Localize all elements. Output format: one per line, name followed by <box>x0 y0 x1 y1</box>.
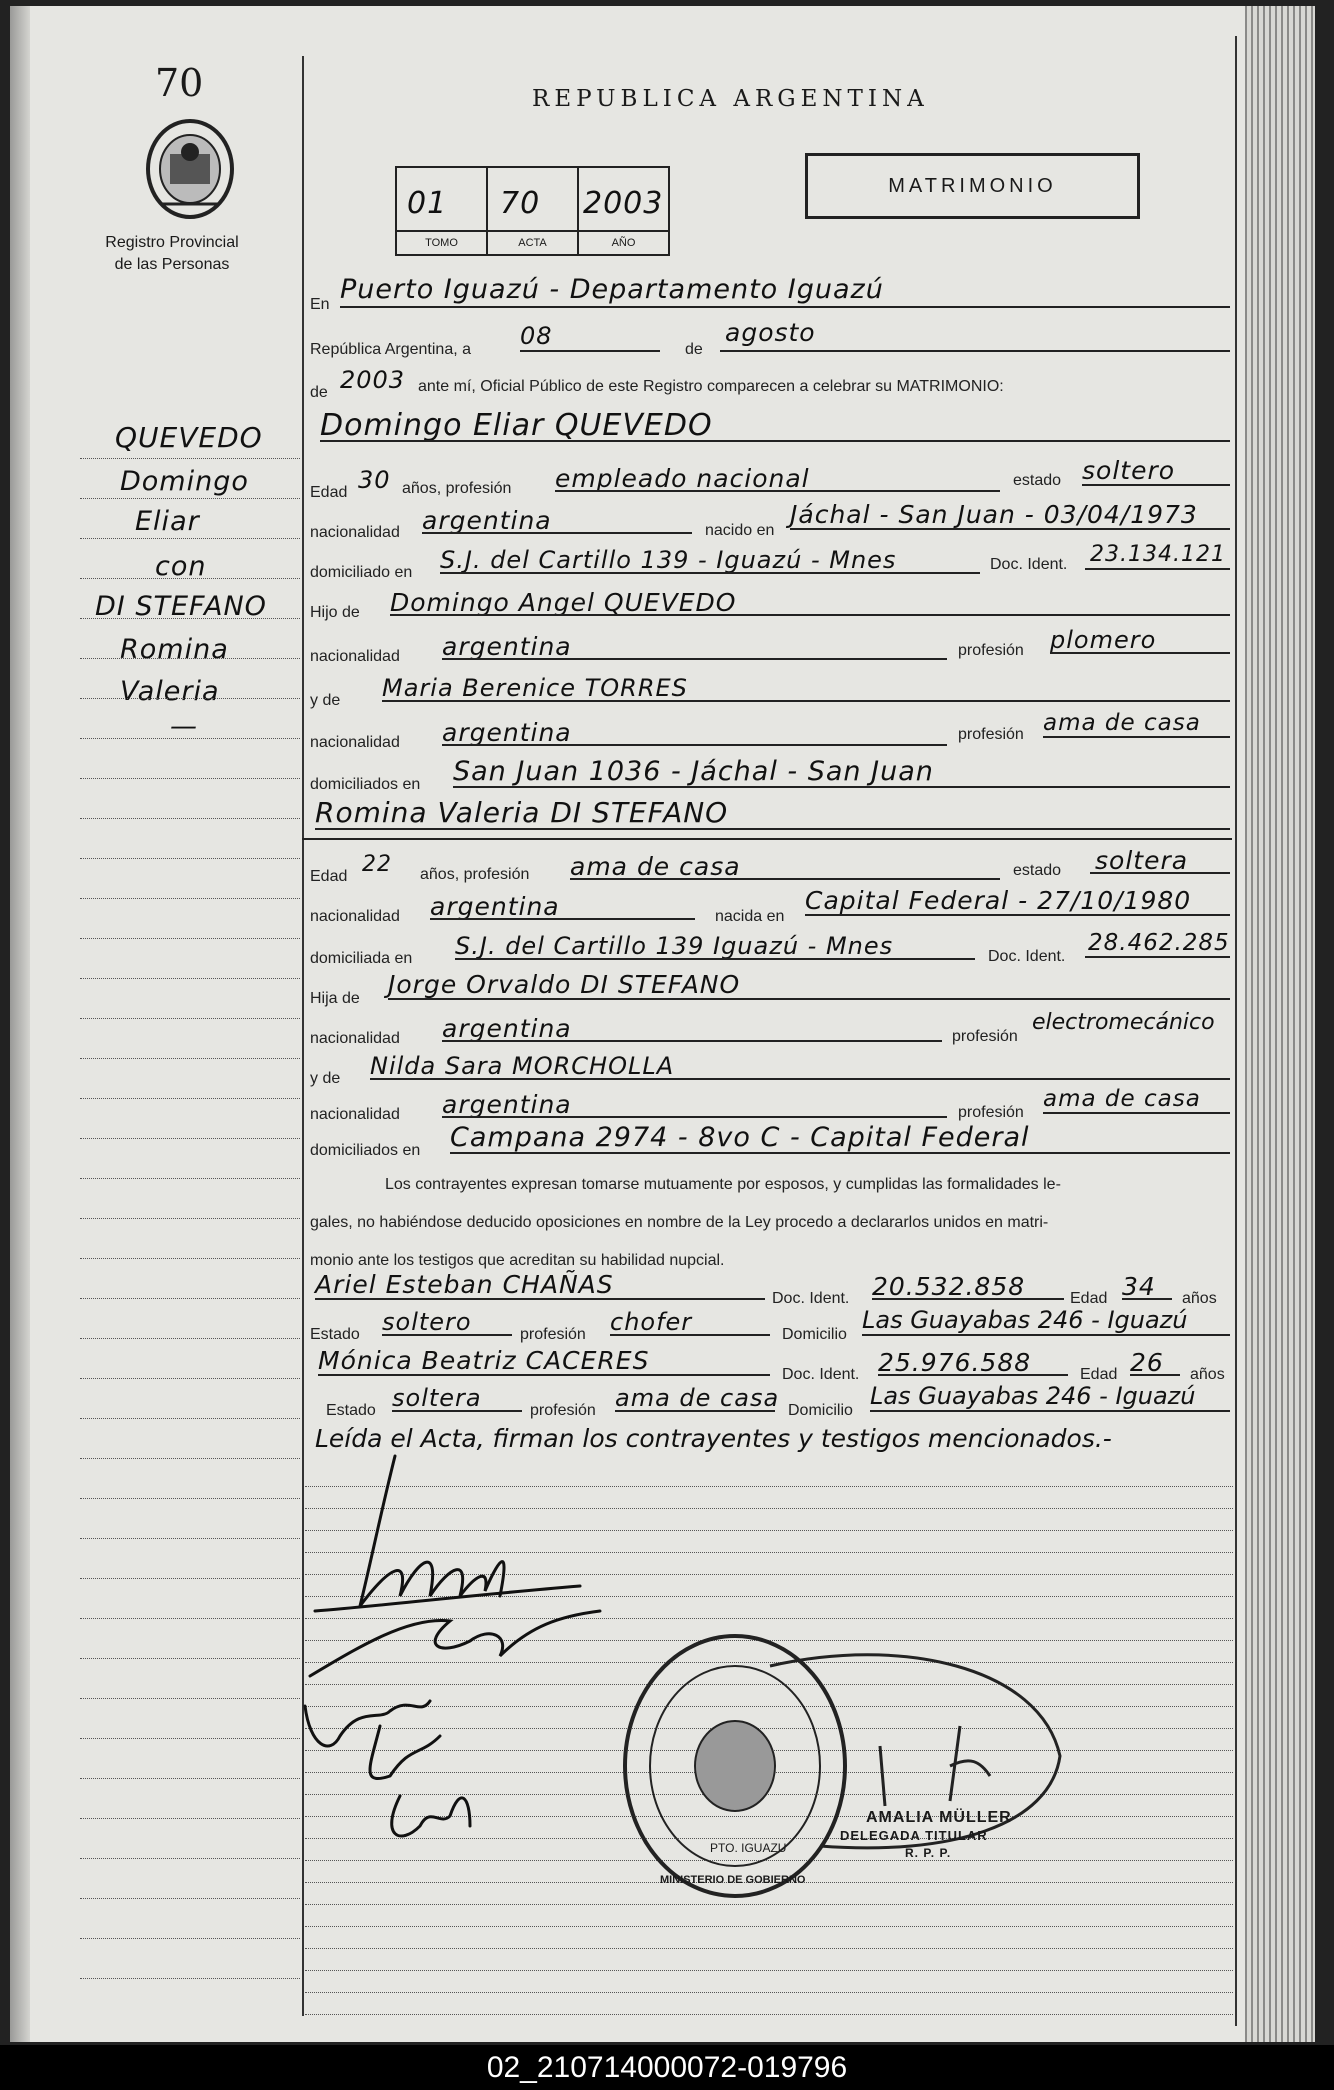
bride-nacida: Capital Federal - 27/10/1980 <box>805 886 1192 915</box>
en-label: En <box>310 296 330 313</box>
ruled-line <box>80 538 300 540</box>
record-type: MATRIMONIO <box>888 174 1057 197</box>
bride-padre-nac-label: nacionalidad <box>310 1030 400 1047</box>
witness2-edad-label: Edad <box>1080 1366 1118 1383</box>
ruled-line <box>80 1698 300 1700</box>
ruled-line <box>80 778 300 780</box>
bride-estado-label: estado <box>1013 862 1062 879</box>
fill-line <box>1082 484 1230 486</box>
margin-con: con <box>155 551 207 582</box>
fill-line <box>302 838 1232 840</box>
fill-line <box>442 1040 942 1042</box>
ruled-line <box>80 1898 300 1900</box>
page-stack-edge <box>1245 6 1315 2042</box>
groom-madre: Maria Berenice TORRES <box>382 674 688 702</box>
ruled-line <box>305 2014 1233 2016</box>
acta-label: ACTA <box>488 230 577 254</box>
tomo-value: 01 <box>407 186 448 221</box>
right-border <box>1235 36 1237 2026</box>
ruled-line <box>80 1378 300 1380</box>
groom-edad-label: Edad <box>310 484 348 501</box>
ruled-line <box>305 1970 1233 1972</box>
bride-madre-nac-label: nacionalidad <box>310 1106 400 1123</box>
groom-nacionalidad: argentina <box>422 506 552 535</box>
de-label: de <box>685 341 703 358</box>
bride-nac-label: nacionalidad <box>310 908 400 925</box>
fill-line <box>450 1152 1230 1154</box>
place: Puerto Iguazú - Departamento Iguazú <box>340 274 884 305</box>
fill-line <box>1085 956 1230 958</box>
witness2-prof-label: profesión <box>530 1402 596 1419</box>
fill-line <box>442 744 947 746</box>
ruled-line <box>80 698 300 700</box>
margin-name-4: Valeria <box>120 676 220 707</box>
intro-text: ante mí, Oficial Público de este Registro comparecen a celebrar su MATRIMONIO: <box>418 378 1004 395</box>
fill-line <box>615 1410 775 1412</box>
ruled-line <box>80 1418 300 1420</box>
groom-nacido-label: nacido en <box>705 522 775 539</box>
witness2-anos-label: años <box>1190 1366 1225 1383</box>
witness1-doc-label: Doc. Ident. <box>772 1290 850 1307</box>
fill-line <box>805 914 1230 916</box>
bride-doms-label: domiciliados en <box>310 1142 421 1159</box>
ruled-line <box>80 1578 300 1580</box>
groom-madre-nac: argentina <box>442 718 572 747</box>
ano-cell <box>579 168 668 254</box>
groom-padre-prof-label: profesión <box>958 642 1024 659</box>
ruled-line <box>305 1948 1233 1950</box>
fill-line <box>878 1374 1068 1376</box>
bride-domicilio: S.J. del Cartillo 139 Iguazú - Mnes <box>455 932 894 960</box>
bride-edad-label: Edad <box>310 868 348 885</box>
registry-line-1: Registro Provincial <box>105 234 239 251</box>
bride-edad: 22 <box>362 852 392 877</box>
fill-line <box>790 528 1230 530</box>
margin-surname-bride: DI STEFANO <box>95 591 267 622</box>
fill-line <box>370 1078 1230 1080</box>
fill-line <box>570 878 1000 880</box>
groom-doc: 23.134.121 <box>1090 542 1226 567</box>
fill-line <box>555 490 1000 492</box>
witness1-estado-label: Estado <box>310 1326 360 1343</box>
groom-anos-label: años, profesión <box>402 480 512 497</box>
groom-padres-dom: San Juan 1036 - Jáchal - San Juan <box>453 756 934 787</box>
ruled-line <box>80 1258 300 1260</box>
ruled-line <box>80 1458 300 1460</box>
fill-line <box>1043 1112 1230 1114</box>
fill-line <box>382 1334 512 1336</box>
ruled-line <box>80 1138 300 1140</box>
groom-domicilio: S.J. del Cartillo 139 - Iguazú - Mnes <box>440 546 897 574</box>
bride-estado: soltera <box>1095 846 1189 875</box>
fill-line <box>440 572 980 574</box>
witness1-name: Ariel Esteban CHAÑAS <box>315 1270 614 1299</box>
bride-doc: 28.462.285 <box>1088 930 1230 956</box>
fill-line <box>520 350 660 352</box>
fill-line <box>1090 872 1230 874</box>
fill-line <box>315 1298 765 1300</box>
ruled-line <box>80 1098 300 1100</box>
ruled-line <box>305 1992 1233 1994</box>
acta-cell <box>488 168 579 254</box>
witness2-doc-label: Doc. Ident. <box>782 1366 860 1383</box>
ruled-line <box>80 858 300 860</box>
groom-hijo-label: Hijo de <box>310 604 360 621</box>
bride-name: Romina Valeria DI STEFANO <box>315 796 729 829</box>
official-stamp-graphic <box>620 1626 1080 1916</box>
bride-padre-prof: electromecánico <box>1032 1010 1215 1035</box>
fill-line <box>318 1374 770 1376</box>
closing-text: Leída el Acta, firman los contrayentes y testigos mencionados.- <box>315 1424 1112 1453</box>
groom-padre-nac-label: nacionalidad <box>310 648 400 665</box>
ruled-line <box>80 1778 300 1780</box>
bride-yde-label: y de <box>310 1070 341 1087</box>
bride-padre-nac: argentina <box>442 1014 572 1043</box>
witness2-estado: soltera <box>392 1384 482 1412</box>
witness1-profesion: chofer <box>610 1308 693 1336</box>
margin-surname-groom: QUEVEDO <box>115 421 263 454</box>
bride-madre: Nilda Sara MORCHOLLA <box>370 1052 675 1080</box>
groom-estado: soltero <box>1082 456 1176 485</box>
fill-line <box>340 306 1230 308</box>
groom-edad: 30 <box>358 466 391 494</box>
groom-madre-prof: ama de casa <box>1043 710 1201 736</box>
ruled-line <box>80 898 300 900</box>
fill-line <box>422 532 692 534</box>
bride-nacionalidad: argentina <box>430 892 560 921</box>
fill-line <box>442 1116 947 1118</box>
stamp-inner-text: MINISTERIO DE GOBIERNO <box>660 1874 806 1886</box>
ruled-line <box>80 498 300 500</box>
register-page <box>10 6 1315 2042</box>
country-title: REPUBLICA ARGENTINA <box>532 86 929 112</box>
tomo-cell <box>397 168 488 254</box>
groom-doms-label: domiciliados en <box>310 776 421 793</box>
bride-nacida-label: nacida en <box>715 908 785 925</box>
fill-line <box>430 918 695 920</box>
ruled-line <box>80 1938 300 1940</box>
fill-line <box>455 958 975 960</box>
ruled-line <box>80 1298 300 1300</box>
ruled-line <box>80 578 300 580</box>
ruled-line <box>305 1926 1233 1928</box>
groom-padre-nac: argentina <box>442 632 572 661</box>
ruled-line <box>80 1738 300 1740</box>
ruled-line <box>80 1018 300 1020</box>
tomo-label: TOMO <box>397 230 486 254</box>
stamp-place: PTO. IGUAZU <box>710 1841 787 1855</box>
ruled-line <box>80 1538 300 1540</box>
page-binding <box>10 6 30 2042</box>
witness2-dom-label: Domicilio <box>788 1402 853 1419</box>
fill-line <box>382 700 1230 702</box>
ano-value: 2003 <box>583 186 664 221</box>
ruled-line <box>80 658 300 660</box>
scan-id-footer: 02_210714000072-019796 <box>0 2045 1334 2090</box>
groom-doc-label: Doc. Ident. <box>990 556 1068 573</box>
witness1-doc: 20.532.858 <box>872 1272 1026 1301</box>
groom-nac-label: nacionalidad <box>310 524 400 541</box>
fill-line <box>453 786 1230 788</box>
groom-padre-prof: plomero <box>1050 626 1157 654</box>
ruled-line <box>80 1338 300 1340</box>
registry-line-2: de las Personas <box>114 256 230 273</box>
bride-padres-dom: Campana 2974 - 8vo C - Capital Federal <box>450 1122 1030 1153</box>
groom-estado-label: estado <box>1013 472 1062 489</box>
declaration-line-2: gales, no habiéndose deducido oposiciones en nombre de la Ley procedo a declararlos unidos en matri- <box>310 1214 1049 1231</box>
ruled-line <box>80 818 300 820</box>
stamp-officer-org: R. P. P. <box>905 1846 952 1860</box>
ruled-line <box>80 458 300 460</box>
ruled-line <box>80 1818 300 1820</box>
fill-line <box>392 1410 522 1412</box>
stamp-officer-title: DELEGADA TITULAR <box>840 1828 988 1843</box>
groom-madre-nac-label: nacionalidad <box>310 734 400 751</box>
fill-line <box>1043 736 1230 738</box>
bride-anos-label: años, profesión <box>420 866 530 883</box>
de2-label: de <box>310 384 328 401</box>
ruled-line <box>80 1218 300 1220</box>
month: agosto <box>725 318 816 347</box>
tomo-acta-box <box>395 166 670 256</box>
margin-name-2: Eliar <box>135 506 200 537</box>
province-seal-icon <box>140 114 240 224</box>
margin-dash: — <box>170 711 198 742</box>
fill-line <box>862 1334 1230 1336</box>
margin-name-3: Romina <box>120 634 229 665</box>
ruled-line <box>80 1618 300 1620</box>
witness1-dom-label: Domicilio <box>782 1326 847 1343</box>
fill-line <box>315 828 1230 830</box>
ruled-line <box>80 738 300 740</box>
witness2-estado-label: Estado <box>326 1402 376 1419</box>
ruled-line <box>80 1498 300 1500</box>
groom-dom-label: domiciliado en <box>310 564 413 581</box>
acta-value: 70 <box>500 186 541 221</box>
day: 08 <box>520 322 553 350</box>
fill-line <box>720 350 1230 352</box>
bride-doc-label: Doc. Ident. <box>988 948 1066 965</box>
groom-padre: Domingo Angel QUEVEDO <box>390 588 737 617</box>
declaration-line-3: monio ante los testigos que acreditan su habilidad nupcial. <box>310 1252 725 1269</box>
fill-line <box>1130 1374 1180 1376</box>
bride-madre-prof-label: profesión <box>958 1104 1024 1121</box>
bride-profesion: ama de casa <box>570 852 741 881</box>
stamp-officer-name: AMALIA MÜLLER <box>866 1809 1012 1826</box>
groom-name: Domingo Eliar QUEVEDO <box>320 408 713 443</box>
groom-profesion: empleado nacional <box>555 464 810 493</box>
groom-yde-label: y de <box>310 692 341 709</box>
ruled-line <box>80 1858 300 1860</box>
witness2-edad: 26 <box>1130 1348 1164 1377</box>
ruled-line <box>80 1978 300 1980</box>
ruled-line <box>80 618 300 620</box>
fill-line <box>442 658 947 660</box>
fill-line <box>1050 652 1230 654</box>
fill-line <box>1085 568 1230 570</box>
witness1-prof-label: profesión <box>520 1326 586 1343</box>
page-number: 70 <box>155 61 204 105</box>
witness1-edad-label: Edad <box>1070 1290 1108 1307</box>
ruled-line <box>80 1658 300 1660</box>
ruled-line <box>80 1058 300 1060</box>
witness1-edad: 34 <box>1122 1272 1156 1301</box>
bride-padre: Jorge Orvaldo DI STEFANO <box>388 970 741 999</box>
fill-line <box>390 614 1230 616</box>
bride-madre-prof: ama de casa <box>1043 1086 1201 1112</box>
bride-madre-nac: argentina <box>442 1090 572 1119</box>
bride-dom-label: domiciliada en <box>310 950 413 967</box>
fill-line <box>388 998 1230 1000</box>
record-type-box <box>805 153 1140 219</box>
witness2-domicilio: Las Guayabas 246 - Iguazú <box>870 1382 1196 1410</box>
ruled-line <box>80 938 300 940</box>
year: 2003 <box>340 366 406 394</box>
republica-label: República Argentina, a <box>310 341 471 358</box>
signatures-graphic <box>300 1446 630 1866</box>
ruled-line <box>80 978 300 980</box>
witness1-anos-label: años <box>1182 1290 1217 1307</box>
witness1-domicilio: Las Guayabas 246 - Iguazú <box>862 1306 1188 1334</box>
witness2-name: Mónica Beatriz CACERES <box>318 1346 650 1375</box>
margin-name-1: Domingo <box>120 466 249 497</box>
bride-padre-prof-label: profesión <box>952 1028 1018 1045</box>
witness2-doc: 25.976.588 <box>878 1348 1032 1377</box>
groom-madre-prof-label: profesión <box>958 726 1024 743</box>
witness2-profesion: ama de casa <box>615 1384 780 1412</box>
ruled-line <box>80 1178 300 1180</box>
fill-line <box>872 1298 1064 1300</box>
fill-line <box>870 1410 1230 1412</box>
fill-line <box>320 440 1230 442</box>
groom-nacido: Jáchal - San Juan - 03/04/1973 <box>790 500 1198 529</box>
declaration-line-1: Los contrayentes expresan tomarse mutuamente por esposos, y cumplidas las formalidades le- <box>385 1176 1061 1193</box>
ano-label: AÑO <box>579 230 668 254</box>
fill-line <box>610 1334 770 1336</box>
witness1-estado: soltero <box>382 1308 472 1336</box>
bride-hija-label: Hija de <box>310 990 360 1007</box>
fill-line <box>1122 1298 1172 1300</box>
